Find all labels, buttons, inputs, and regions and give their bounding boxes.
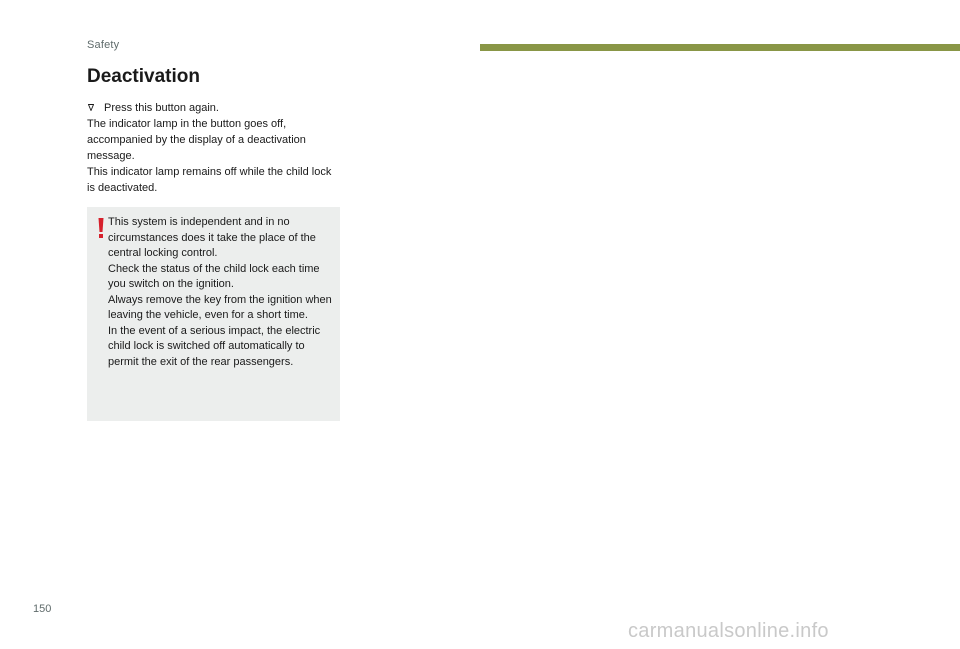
instruction-step-text: Press this button again. bbox=[104, 102, 219, 114]
instruction-line-1: The indicator lamp in the button goes off, accompanied by the display of a deactivation message. bbox=[87, 118, 306, 162]
header-accent-bar bbox=[480, 44, 960, 51]
instructions bbox=[87, 100, 339, 196]
page-title: Deactivation bbox=[87, 66, 200, 87]
instruction-line-2: This indicator lamp remains off while the child lock is deactivated. bbox=[87, 166, 332, 194]
warning-box bbox=[87, 207, 340, 421]
warning-paragraph: In the event of a serious impact, the electric child lock is switched off automatically to permit the exit of the rear passengers. bbox=[108, 324, 321, 368]
section-label: Safety bbox=[87, 39, 120, 51]
warning-paragraph: Check the status of the child lock each time you switch on the ignition. bbox=[108, 262, 320, 290]
warning-text bbox=[108, 215, 334, 370]
instruction-step bbox=[87, 100, 339, 116]
exclamation-icon bbox=[97, 218, 105, 238]
page-number: 150 bbox=[33, 603, 52, 615]
warning-paragraph: Always remove the key from the ignition when leaving the vehicle, even for a short time. bbox=[108, 293, 332, 321]
warning-paragraph: This system is independent and in no circumstances does it take the place of the central locking control. bbox=[108, 216, 316, 259]
watermark: carmanualsonline.info bbox=[628, 620, 829, 642]
bullet-arrow-icon bbox=[88, 104, 94, 111]
